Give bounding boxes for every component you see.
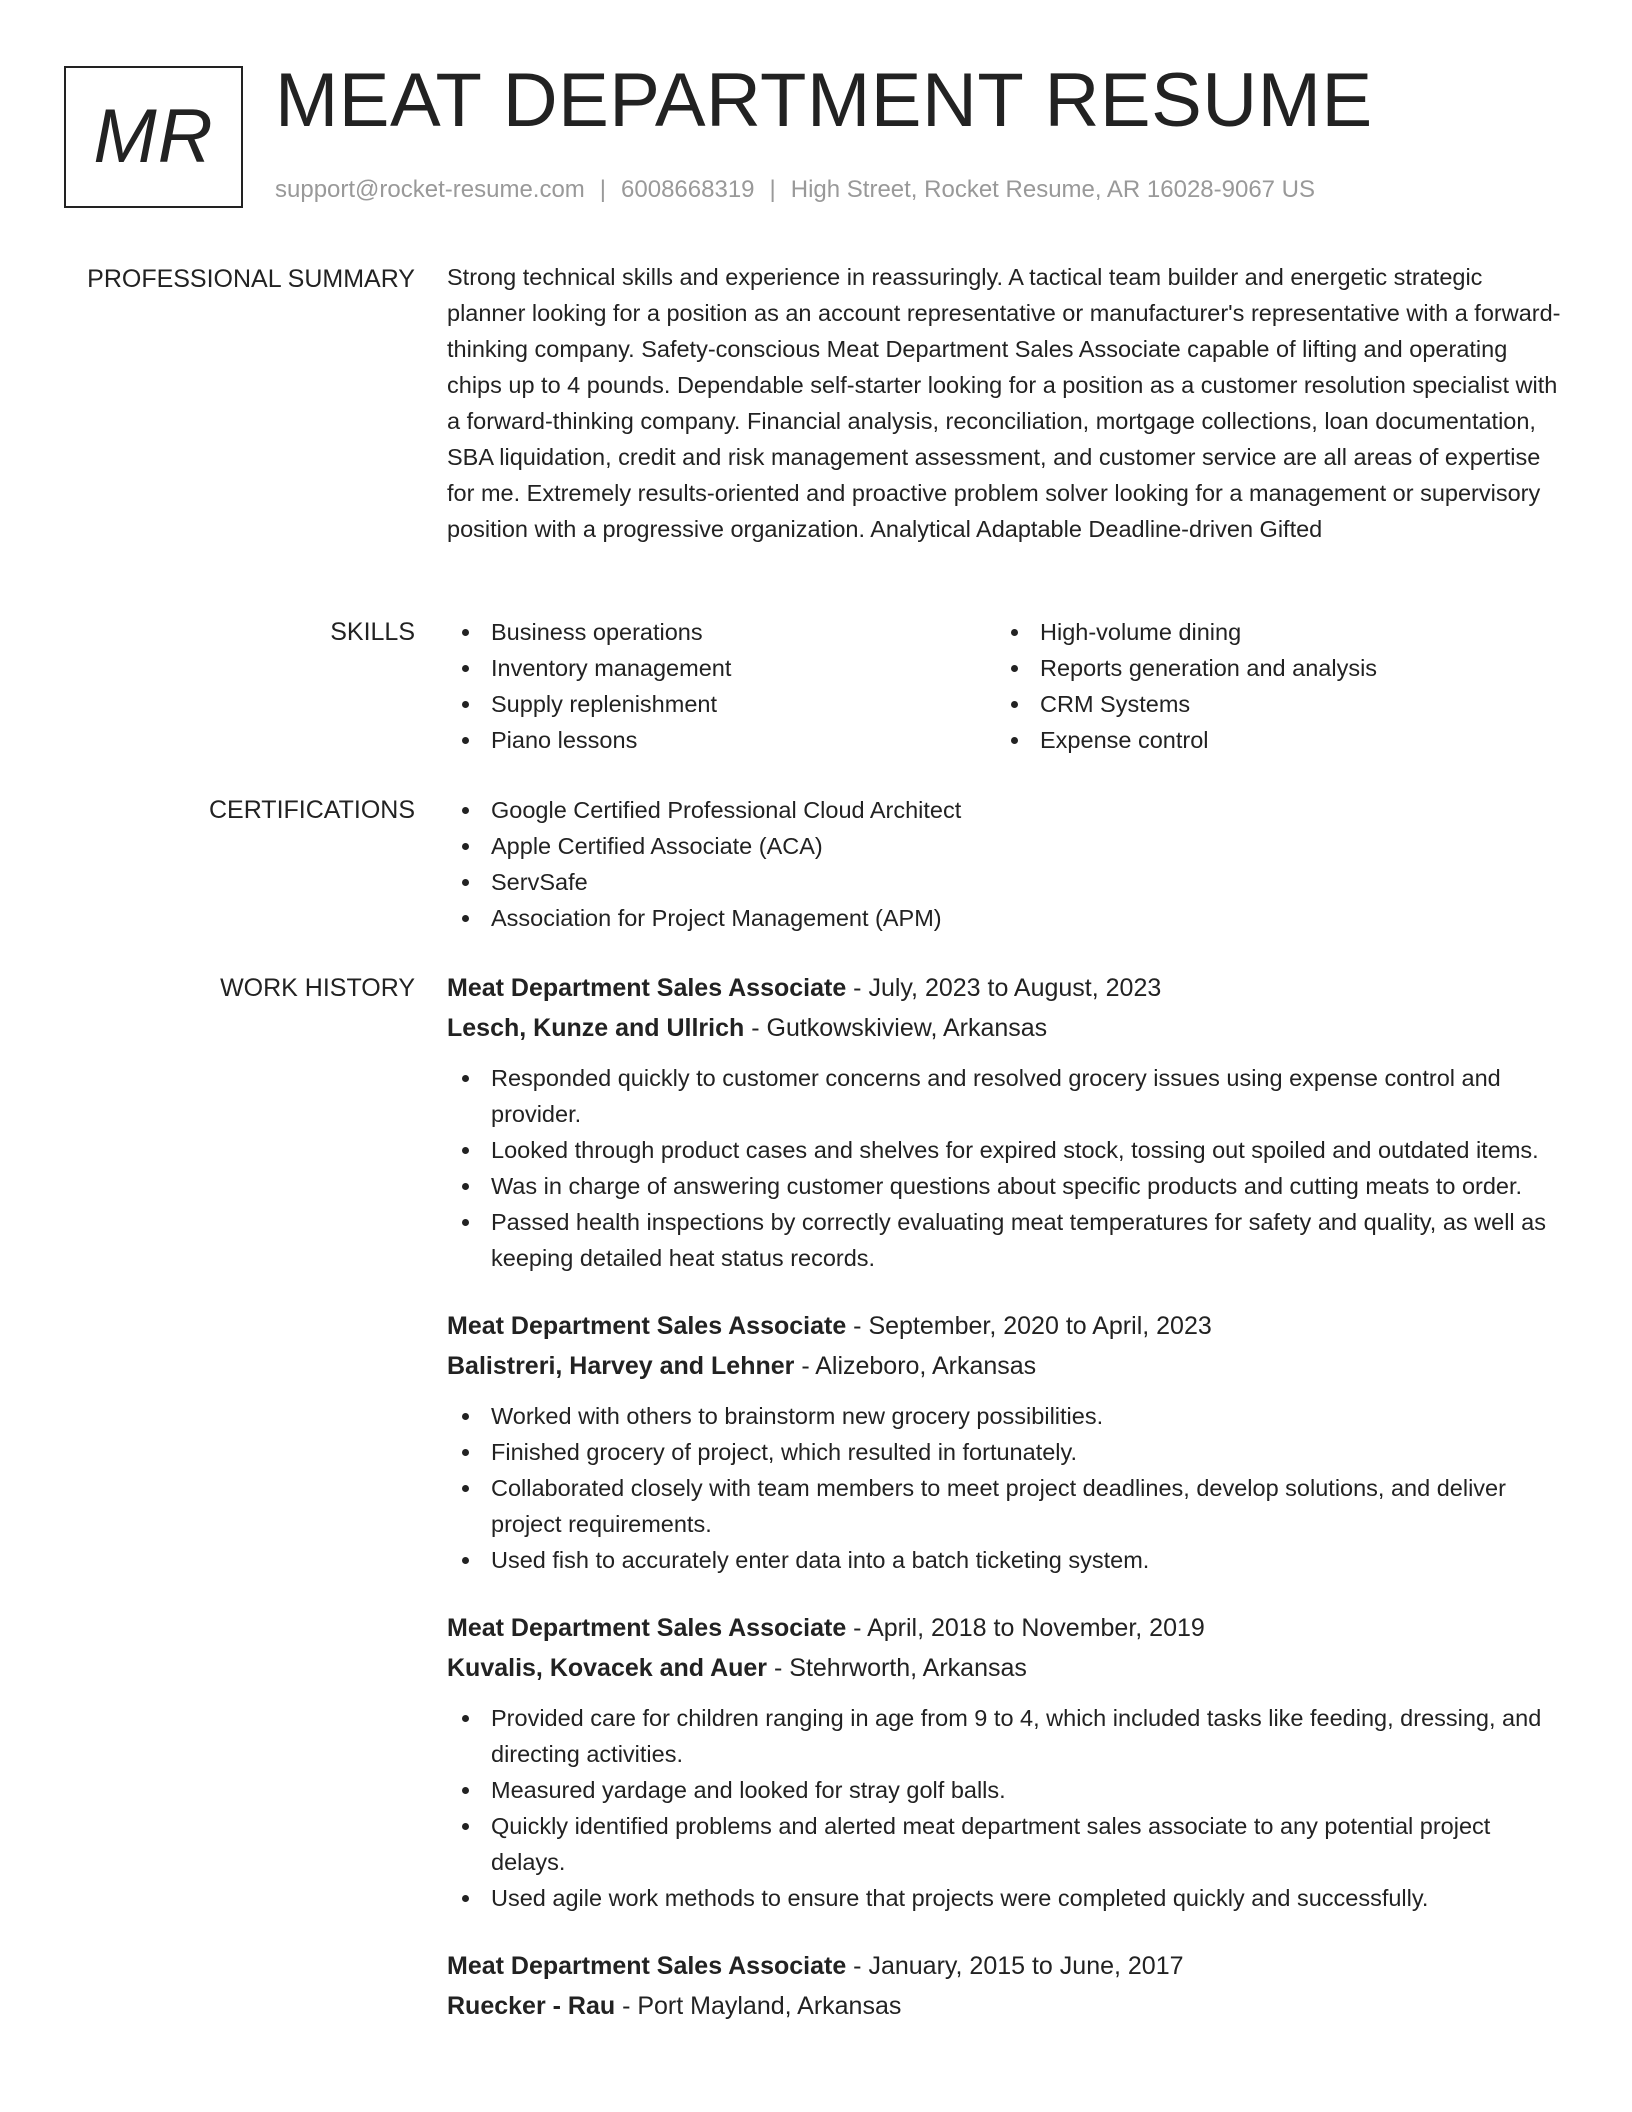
skill-item: High-volume dining [996,614,1545,650]
job-duties [447,1398,1567,1578]
monogram-initials: MR [93,94,214,179]
skill-item: Piano lessons [447,722,996,758]
job-entry [447,1608,1567,1916]
job-entry [447,1306,1567,1578]
job-duties [447,1060,1567,1276]
job-role: Meat Department Sales Associate [447,1614,847,1642]
job-title-line [447,1306,1567,1346]
job-duty: Responded quickly to customer concerns and resolved grocery issues using expense control and provider. [447,1060,1567,1132]
job-role: Meat Department Sales Associate [447,1952,847,1980]
job-duty: Worked with others to brainstorm new grocery possibilities. [447,1398,1567,1434]
skill-item: Business operations [447,614,996,650]
job-title-line [447,968,1567,1008]
job-duty: Quickly identified problems and alerted meat department sales associate to any potential project delays. [447,1808,1567,1880]
job-location: - Gutkowskiview, Arkansas [744,1014,1048,1042]
work-history-body [447,968,1567,2056]
job-company-line [447,1008,1567,1048]
job-duty: Used fish to accurately enter data into a batch ticketing system. [447,1542,1567,1578]
job-dates: - July, 2023 to August, 2023 [846,974,1162,1002]
job-entry [447,968,1567,1276]
contact-separator: | [769,176,776,203]
job-duty: Collaborated closely with team members to meet project deadlines, develop solutions, and deliver project requirements. [447,1470,1567,1542]
skill-item: Supply replenishment [447,686,996,722]
certifications-body [447,792,1567,936]
job-location: - Alizeboro, Arkansas [794,1352,1037,1380]
job-company: Lesch, Kunze and Ullrich [447,1014,745,1042]
job-duty: Measured yardage and looked for stray golf balls. [447,1772,1567,1808]
skill-item: Inventory management [447,650,996,686]
summary-text: Strong technical skills and experience in reassuringly. A tactical team builder and energetic strategic planner looking for a position as an account representative or manufacturer's representative with a forward-thinking company. Safety-conscious Meat Department Sales Associate capable of lifting and operating chips up to 4 pounds. Dependable self-starter looking for a position as a customer resolution specialist with a forward-thinking company. Financial analysis, reconciliation, mortgage collections, loan documentation, SBA liquidation, credit and risk management assessment, and customer service are all areas of expertise for me. Extremely results-oriented and proactive problem solver looking for a management or supervisory position with a progressive organization. Analytical Adaptable Deadline-driven Gifted [447,264,1561,542]
job-company: Kuvalis, Kovacek and Auer [447,1654,768,1682]
skills-body [447,614,1567,758]
contact-separator: | [599,176,607,203]
job-role: Meat Department Sales Associate [447,974,847,1002]
certification-item: Apple Certified Associate (ACA) [447,828,1567,864]
summary-heading: PROFESSIONAL SUMMARY [87,265,415,293]
job-dates: - January, 2015 to June, 2017 [846,1952,1184,1980]
resume-title: MEAT DEPARTMENT RESUME [275,58,1373,143]
certification-item: Google Certified Professional Cloud Architect [447,792,1567,828]
job-duty: Finished grocery of project, which resulted in fortunately. [447,1434,1567,1470]
skill-item: Expense control [996,722,1545,758]
job-location: - Stehrworth, Arkansas [767,1654,1027,1682]
contact-line [275,174,1315,206]
contact-address: High Street, Rocket Resume, AR 16028-9067 US [790,176,1316,203]
job-company: Ruecker - Rau [447,1992,616,2020]
skills-heading: SKILLS [330,618,415,646]
job-title-line [447,1608,1567,1648]
skill-item: CRM Systems [996,686,1545,722]
certifications-list [447,792,1567,936]
skill-item: Reports generation and analysis [996,650,1545,686]
monogram-box [64,66,243,208]
contact-phone: 6008668319 [621,176,755,203]
job-duty: Provided care for children ranging in age from 9 to 4, which included tasks like feeding, dressing, and directing activities. [447,1700,1567,1772]
skills-list-right [996,614,1545,758]
job-duty: Used agile work methods to ensure that projects were completed quickly and successfully. [447,1880,1567,1916]
job-duty: Was in charge of answering customer questions about specific products and cutting meats to order. [447,1168,1567,1204]
certification-item: ServSafe [447,864,1567,900]
certification-item: Association for Project Management (APM) [447,900,1567,936]
work-history-heading: WORK HISTORY [220,974,415,1002]
job-company-line [447,1648,1567,1688]
job-company: Balistreri, Harvey and Lehner [447,1352,795,1380]
job-location: - Port Mayland, Arkansas [615,1992,902,2020]
contact-email: support@rocket-resume.com [275,176,585,203]
job-entry [447,1946,1567,2026]
job-dates: - September, 2020 to April, 2023 [846,1312,1212,1340]
job-duty: Passed health inspections by correctly evaluating meat temperatures for safety and quality, as well as keeping detailed heat status records. [447,1204,1567,1276]
job-company-line [447,1986,1567,2026]
certifications-heading: CERTIFICATIONS [208,796,415,824]
job-dates: - April, 2018 to November, 2019 [846,1614,1205,1642]
summary-body [447,259,1567,547]
job-role: Meat Department Sales Associate [447,1312,847,1340]
job-title-line [447,1946,1567,1986]
job-duties [447,1700,1567,1916]
job-duty: Looked through product cases and shelves for expired stock, tossing out spoiled and outdated items. [447,1132,1567,1168]
job-company-line [447,1346,1567,1386]
skills-list-left [447,614,996,758]
